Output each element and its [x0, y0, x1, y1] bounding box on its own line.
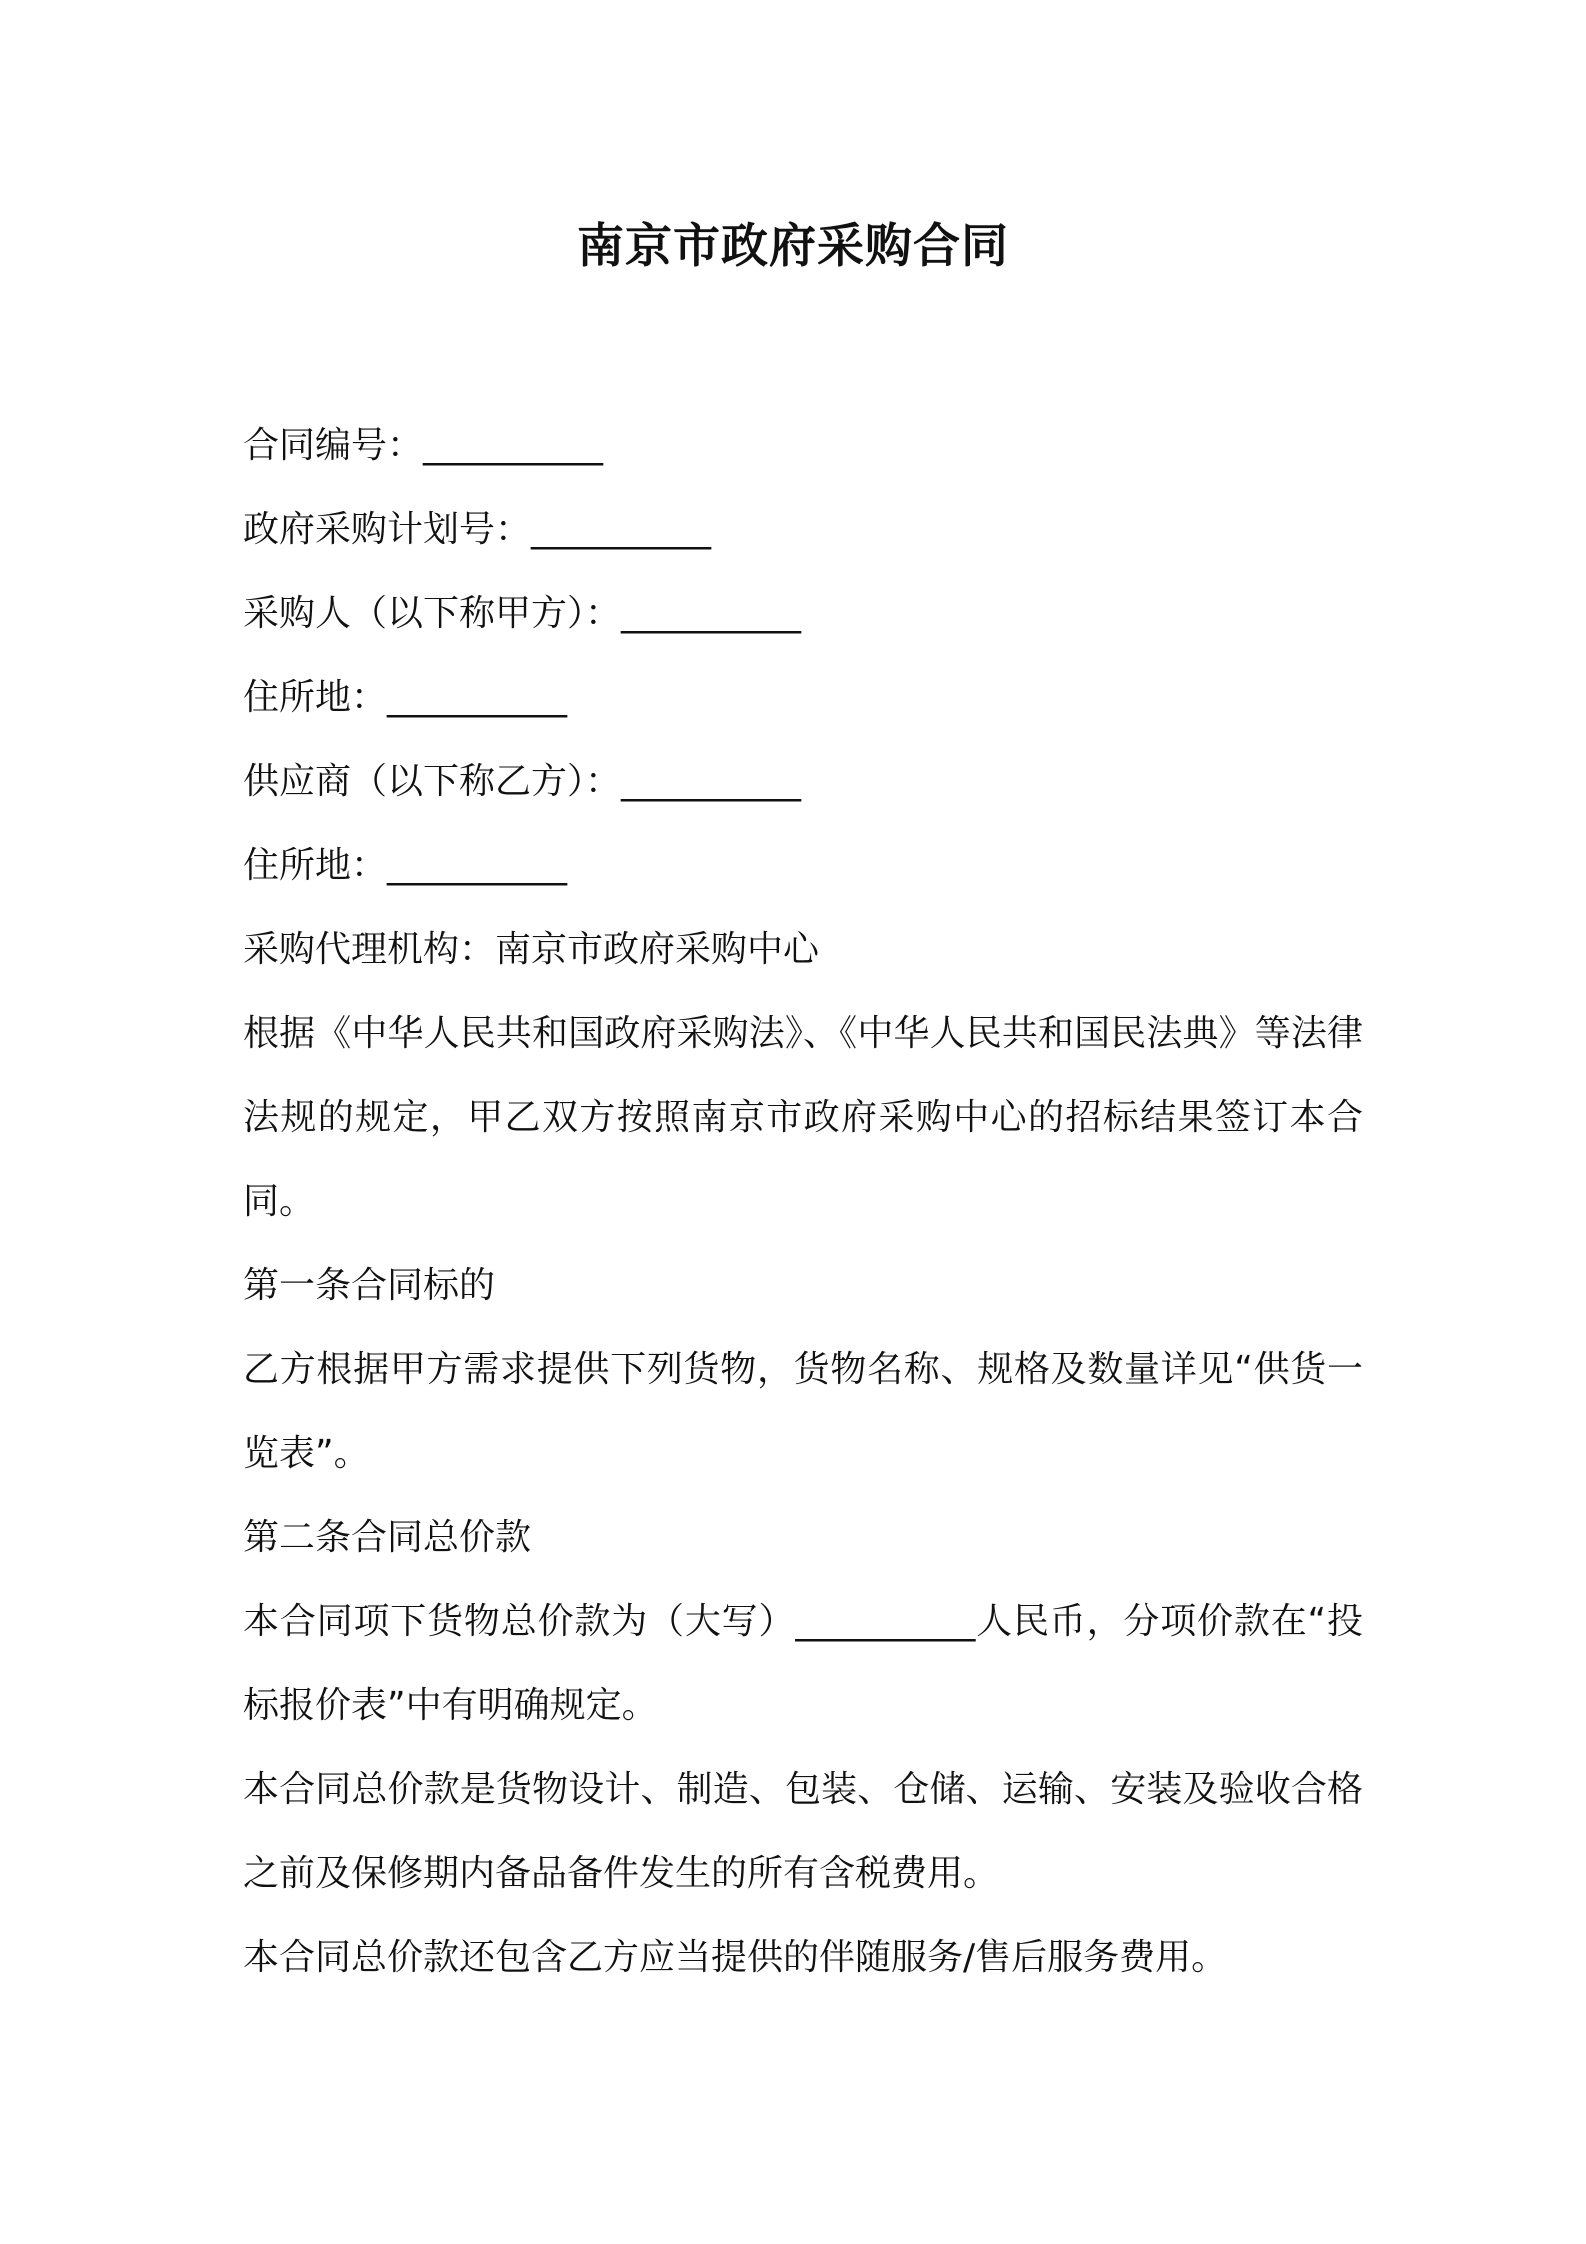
- field-supplier: [243, 740, 1363, 824]
- field-label: 合同编号：: [243, 425, 424, 466]
- field-label: 住所地：: [243, 677, 388, 718]
- field-label: 政府采购计划号：: [243, 509, 532, 550]
- preamble-paragraph: 根据《中华人民共和国政府采购法》、《中华人民共和国民法典》等法律法规的规定，甲乙双方按照南京市政府采购中心的招标结果签订本合同。: [243, 1013, 1363, 1222]
- field-purchaser: [243, 572, 1363, 656]
- article-2-paragraph-1: [243, 1580, 1363, 1748]
- document-title: 南京市政府采购合同: [577, 219, 1009, 274]
- total-price-text-before: 本合同项下货物总价款为（大写）: [243, 1601, 796, 1642]
- total-price-text-after: 人民币，分项价款在“投标报价表”中有明确规定。: [243, 1601, 1363, 1726]
- field-procurement-agency: [243, 908, 1363, 992]
- field-value-blank: __________: [621, 761, 802, 802]
- field-purchaser-address: [243, 656, 1363, 740]
- field-value-blank: __________: [387, 845, 568, 886]
- field-value-blank: __________: [387, 677, 568, 718]
- field-label: 供应商（以下称乙方）：: [243, 761, 622, 802]
- field-label: 住所地：: [243, 845, 388, 886]
- field-label: 采购人（以下称甲方）：: [243, 593, 622, 634]
- document-body: [243, 404, 1363, 2000]
- field-value-blank: __________: [423, 425, 604, 466]
- article-2-heading: 第二条合同总价款: [243, 1517, 532, 1558]
- total-price-blank: __________: [795, 1601, 976, 1642]
- article-1-heading: 第一条合同标的: [243, 1265, 496, 1306]
- field-value-blank: __________: [531, 509, 712, 550]
- field-procurement-plan-number: [243, 488, 1363, 572]
- field-contract-number: [243, 404, 1363, 488]
- field-value: 南京市政府采购中心: [495, 929, 820, 970]
- article-2-paragraph-2: 本合同总价款是货物设计、制造、包装、仓储、运输、安装及验收合格之前及保修期内备品备件发生的所有含税费用。: [243, 1769, 1363, 1894]
- article-2-paragraph-3: 本合同总价款还包含乙方应当提供的伴随服务/售后服务费用。: [243, 1937, 1228, 1978]
- field-supplier-address: [243, 824, 1363, 908]
- field-value-blank: __________: [621, 593, 802, 634]
- field-label: 采购代理机构：: [243, 929, 496, 970]
- article-1-paragraph: 乙方根据甲方需求提供下列货物，货物名称、规格及数量详见“供货一览表”。: [243, 1349, 1363, 1474]
